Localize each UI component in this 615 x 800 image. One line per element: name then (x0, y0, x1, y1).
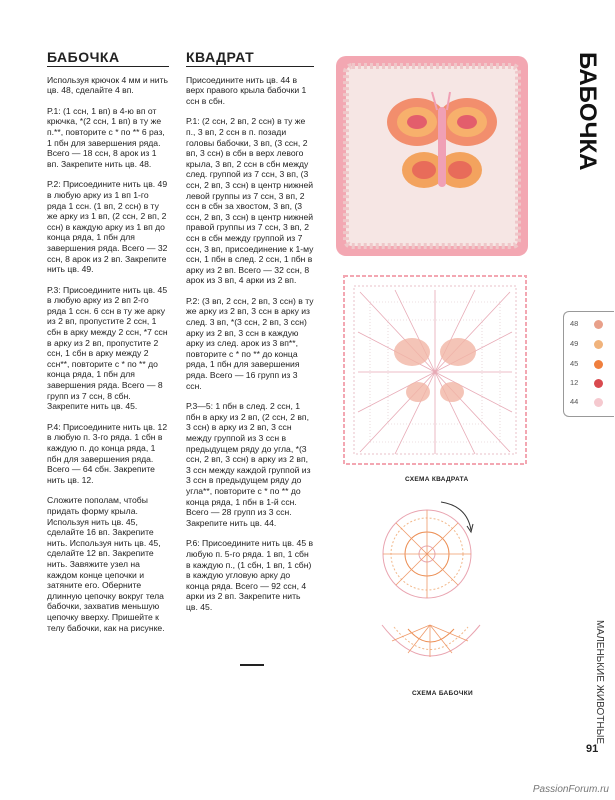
legend-swatch (594, 360, 603, 369)
butterfly-chart-caption: СХЕМА БАБОЧКИ (412, 690, 473, 697)
square-chart-caption: СХЕМА КВАДРАТА (405, 476, 469, 483)
legend-label: 48 (570, 319, 579, 328)
side-title (550, 52, 601, 171)
legend-swatch (594, 320, 603, 329)
instruction-paragraph: Р.2: (3 вп, 2 ссн, 2 вп, 3 ссн) в ту же арку из 2 вп, 3 ссн в арку из след. 3 вп, *(3 ссн, 2 вп, 3 ссн) арку из 2 вп, 3 ссн в каждую арку из след. арок из 3 вп**, повторите с * по ** до конца ряда, 1 пбн для завершения ряда. Всего — 16 групп из 3 ссн. (186, 295, 314, 391)
instruction-paragraph: Р.1: (1 ссн, 1 вп) в 4-ю вп от крючка, *(2 ссн, 1 вп) в ту же п.**, повторите с * по ** 6 раз, 1 пбн для завершения ряда. Всего — 18 ссн, 8 арок из 1 вп. Закрепите нить цв. 48. (47, 105, 165, 169)
instruction-paragraph: Р.4: Присоедините нить цв. 12 в любую п. 3-го ряда. 1 сбн в каждую п. до конца ряда, 1 пбн для завершения ряда. Всего — 64 сбн. Закрепите нить цв. 12. (47, 421, 168, 485)
instruction-paragraph: Р.6: Присоедините нить цв. 45 в любую п. 5-го ряда. 1 вп, 1 сбн в каждую п., (1 сбн, 1 вп, 1 сбн) в каждую угловую арку до конца ряда. Всего — 92 ссн, 4 арки из 2 вп. Закрепите нить цв. 45. (186, 538, 314, 612)
color-legend (563, 311, 614, 417)
butterfly-round-chart (375, 492, 485, 612)
heading-butterfly: БАБОЧКА (47, 52, 169, 67)
square-chart-diagram (340, 272, 530, 472)
legend-label: 49 (570, 339, 579, 348)
legend-swatch (594, 340, 603, 349)
watermark-footer: PassionForum.ru (532, 784, 609, 795)
legend-swatch (594, 398, 603, 407)
section-divider (240, 664, 264, 666)
intro-square: Присоедините нить цв. 44 в верх правого крыла бабочки 1 ссн в сбн. (186, 74, 307, 106)
butterfly-half-chart (378, 617, 484, 677)
instruction-paragraph: Р.3: Присоедините нить цв. 45 в любую арку из 2 вп 2-го ряда 1 ссн. 6 ссн в ту же арку из 2 вп, пропустите 2 ссн, 1 сбн в арку между 2 ссн, *7 ссн в арку из 2 вп, пропустите 2 ссн, 1 сбн в арку между 2 ссн**, повторите с * по ** до конца ряда, 1 пбн для завершения ряда. Всего — 8 групп из 7 ссн, 8 сбн. Закрепите нить цв. 45. (47, 284, 168, 412)
page-number: 91 (586, 743, 599, 755)
legend-label: 45 (570, 359, 579, 368)
instruction-paragraph: Сложите пополам, чтобы придать форму крыла. Используя нить цв. 45, сделайте 16 вп. Закрепите нить. Используя нить цв. 45, сделайте 12 вп. Закрепите нить. Завяжите узел на каждом конце цепочки и затяните его. Оберните длинную цепочку вокруг тела бабочки, захватив меньшую цепочку вверху. Пришейте к телу бабочки, как на рисунке. (47, 495, 165, 633)
column-butterfly (47, 49, 169, 643)
instruction-paragraph: Р.3—5: 1 пбн в след. 2 ссн, 1 пбн в арку из 2 вп, (2 ссн, 2 вп, 3 ссн) в арку из 2 вп, 3 ссн между группой из 3 ссн в предыдущем ряду до угла, *(3 ссн, 2 вп, 3 ссн) в арку из 2 вп, 3 ссн между каждой группой из 3 ссн в предыдущем ряду до угла**, повторите с * по ** до конца ряда, 1 пбн в 1-й ссн. Всего — 28 групп из 3 ссн. Закрепите нить цв. 44. (186, 401, 311, 528)
legend-swatch (594, 379, 603, 388)
svg-text:БАБОЧКА: БАБОЧКА (574, 52, 601, 171)
legend-label: 44 (570, 397, 579, 406)
instruction-paragraph: Р.2: Присоедините нить цв. 49 в любую арку из 1 вп 1-го ряда 1 ссн. (1 вп, 2 ссн) в ту же арку из 1 вп, (2 ссн, 2 вп, 2 ссн) в каждую арку из 1 вп до конца ряда, 1 пбн для завершения ряда. Всего — 32 ссн, 8 арок из 2 вп. Закрепите нить цв. 49. (47, 179, 168, 275)
svg-text:МАЛЕНЬКИЕ ЖИВОТНЫЕ: МАЛЕНЬКИЕ ЖИВОТНЫЕ (594, 620, 605, 745)
legend-label: 12 (570, 378, 579, 387)
crochet-square-photo (332, 52, 532, 262)
heading-square: КВАДРАТ (186, 52, 314, 67)
section-subtitle (585, 620, 605, 745)
intro-butterfly: Используя крючок 4 мм и нить цв. 48, сделайте 4 вп. (47, 74, 169, 96)
instruction-paragraph: Р.1: (2 ссн, 2 вп, 2 ссн) в ту же п., 3 вп, 2 ссн в п. позади головы бабочки, 3 вп, (3 ссн, 2 вп, 3 ссн) в сбн в верх левого крыла, 3 вп, 2 ссн в сбн между след. группой из 7 ссн, 3 вп, (3 ссн, 2 вп, 3 ссн) в центр нижней левой группы из 7 ссн, 3 вп, 2 ссн в сбн за хвостом, 3 вп, (3 ссн, 2 вп, 3 ссн) в центр нижней правой группы из 7 ссн, 3 вп, 2 ссн в сбн между группой из 7 ссн, 3 вп, присоединение к 1-му ссн, 1 пбн в след. 2 ссн, 1 пбн в арку из 2 вп. Всего — 32 ссн, 8 арок из 3 вп, 4 арки из 2 вп. (186, 116, 314, 286)
column-square (186, 49, 314, 623)
